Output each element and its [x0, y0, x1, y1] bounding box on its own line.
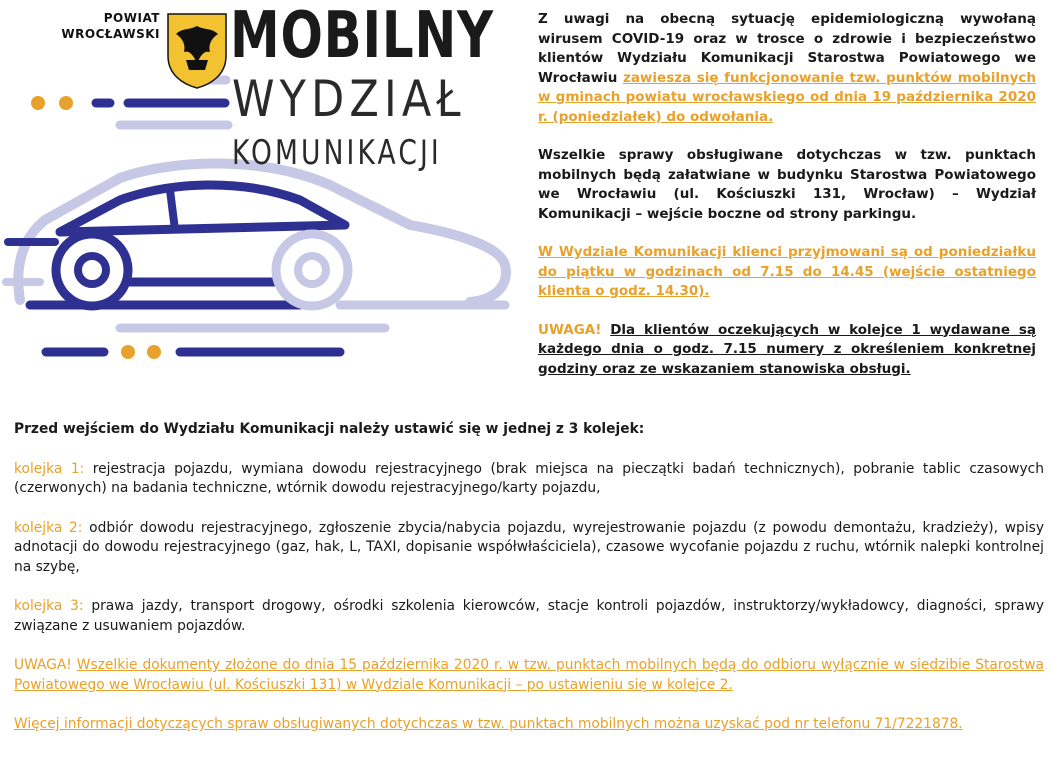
queue-1-text: rejestracja pojazdu, wymiana dowodu rejestracyjnego (brak miejsca na pieczątki badań technicznych), pobranie tablic czasowych (czerwonych) na badania techniczne, wtórnik dowodu rejestracyjnego/karty pojazdu,	[14, 460, 1045, 496]
rear-wheel	[276, 234, 348, 306]
eagle-crest-icon	[168, 14, 226, 88]
queues-section	[14, 420, 1044, 755]
opening-hours-highlight: W Wydziale Komunikacji klienci przyjmowani są od poniedziałku do piątku w godzinach od 7.15 do 14.45 (wejście ostatniego klienta o godz. 14.30).	[538, 244, 1036, 299]
suspension-highlight: zawiesza się funkcjonowanie tzw. punktów mobilnych w gminach powiatu wrocławskiego od dnia 19 października 2020 r. (poniedziałek) do odwołania.	[538, 69, 1036, 125]
queue-1-label: kolejka 1:	[14, 460, 85, 477]
queues-intro: Przed wejściem do Wydziału Komunikacji należy ustawić się w jednej z 3 kolejek:	[14, 421, 645, 437]
queue-1	[14, 460, 1044, 499]
queue-3-text: prawa jazdy, transport drogowy, ośrodki szkolenia kierowców, stacje kontroli pojazdów, instruktorzy/wykładowcy, diagności, sprawy związane z usuwaniem pojazdów.	[14, 598, 1045, 634]
front-wheel	[56, 234, 128, 306]
title-komunikacji: KOMUNIKACJI	[232, 133, 442, 173]
queue-numbers-note: Dla klientów oczekujących w kolejce 1 wydawane są każdego dnia o godz. 7.15 numery z określeniem konkretnej godziny oraz ze wskazaniem stanowiska obsługi.	[538, 321, 1036, 377]
queue-2-label: kolejka 2:	[14, 519, 83, 536]
documents-warning	[14, 656, 1044, 695]
decor-lines-bottom	[46, 345, 340, 359]
notice-paragraph-4	[538, 321, 1036, 380]
powiat-label-line2: WROCŁAWSKI	[61, 27, 160, 41]
title-mobilny: MOBILNY	[230, 0, 494, 73]
warning-label: UWAGA!	[538, 321, 602, 338]
queue-2-text: odbiór dowodu rejestracyjnego, zgłoszenie zbycia/nabycia pojazdu, wyrejestrowanie pojazdu (z powodu demontażu, kradzieży), wpisy adnotacji do dowodu rejestracyjnego (gaz, hak, L, TAXI, dopisanie współwłaściciela), czasowe wycofanie pojazdu z ruchu, wtórnik nalepki kontrolnej na szybę,	[14, 519, 1045, 575]
notice-column	[538, 10, 1036, 398]
queue-3-label: kolejka 3:	[14, 598, 84, 614]
notice-paragraph-2: Wszelkie sprawy obsługiwane dotychczas w tzw. punktach mobilnych będą załatwiane w budynku Starostwa Powiatowego we Wrocławiu (ul. Kościuszki 131, Wrocław) – Wydział Komunikacji – wejście boczne od strony parkingu.	[538, 147, 1036, 222]
notice-paragraph-1	[538, 10, 1036, 127]
title-wydzial: WYDZIAŁ	[232, 70, 466, 128]
powiat-label-line1: POWIAT	[103, 11, 160, 25]
documents-warning-text: Wszelkie dokumenty złożone do dnia 15 października 2020 r. w tzw. punktach mobilnych będą do odbioru wyłącznie w siedzibie Starostwa Powiatowego we Wrocławiu (ul. Kościuszki 131) w Wydziale Komunikacji – po ustawieniu się w kolejce 2.	[14, 657, 1044, 693]
queue-3	[14, 597, 1044, 636]
documents-warning-label: UWAGA!	[14, 657, 72, 673]
queue-2	[14, 519, 1044, 578]
phone-info: Więcej informacji dotyczących spraw obsługiwanych dotychczas w tzw. punktach mobilnych można uzyskać pod nr telefonu 71/7221878.	[14, 716, 963, 732]
notice-p1-text: Z uwagi na obecną sytuację epidemiologiczną wywołaną wirusem COVID-19 oraz w trosce o zdrowie i bezpieczeństwo klientów Wydziału Komunikacji Starostwa Powiatowego we Wrocławiu	[538, 11, 1036, 86]
